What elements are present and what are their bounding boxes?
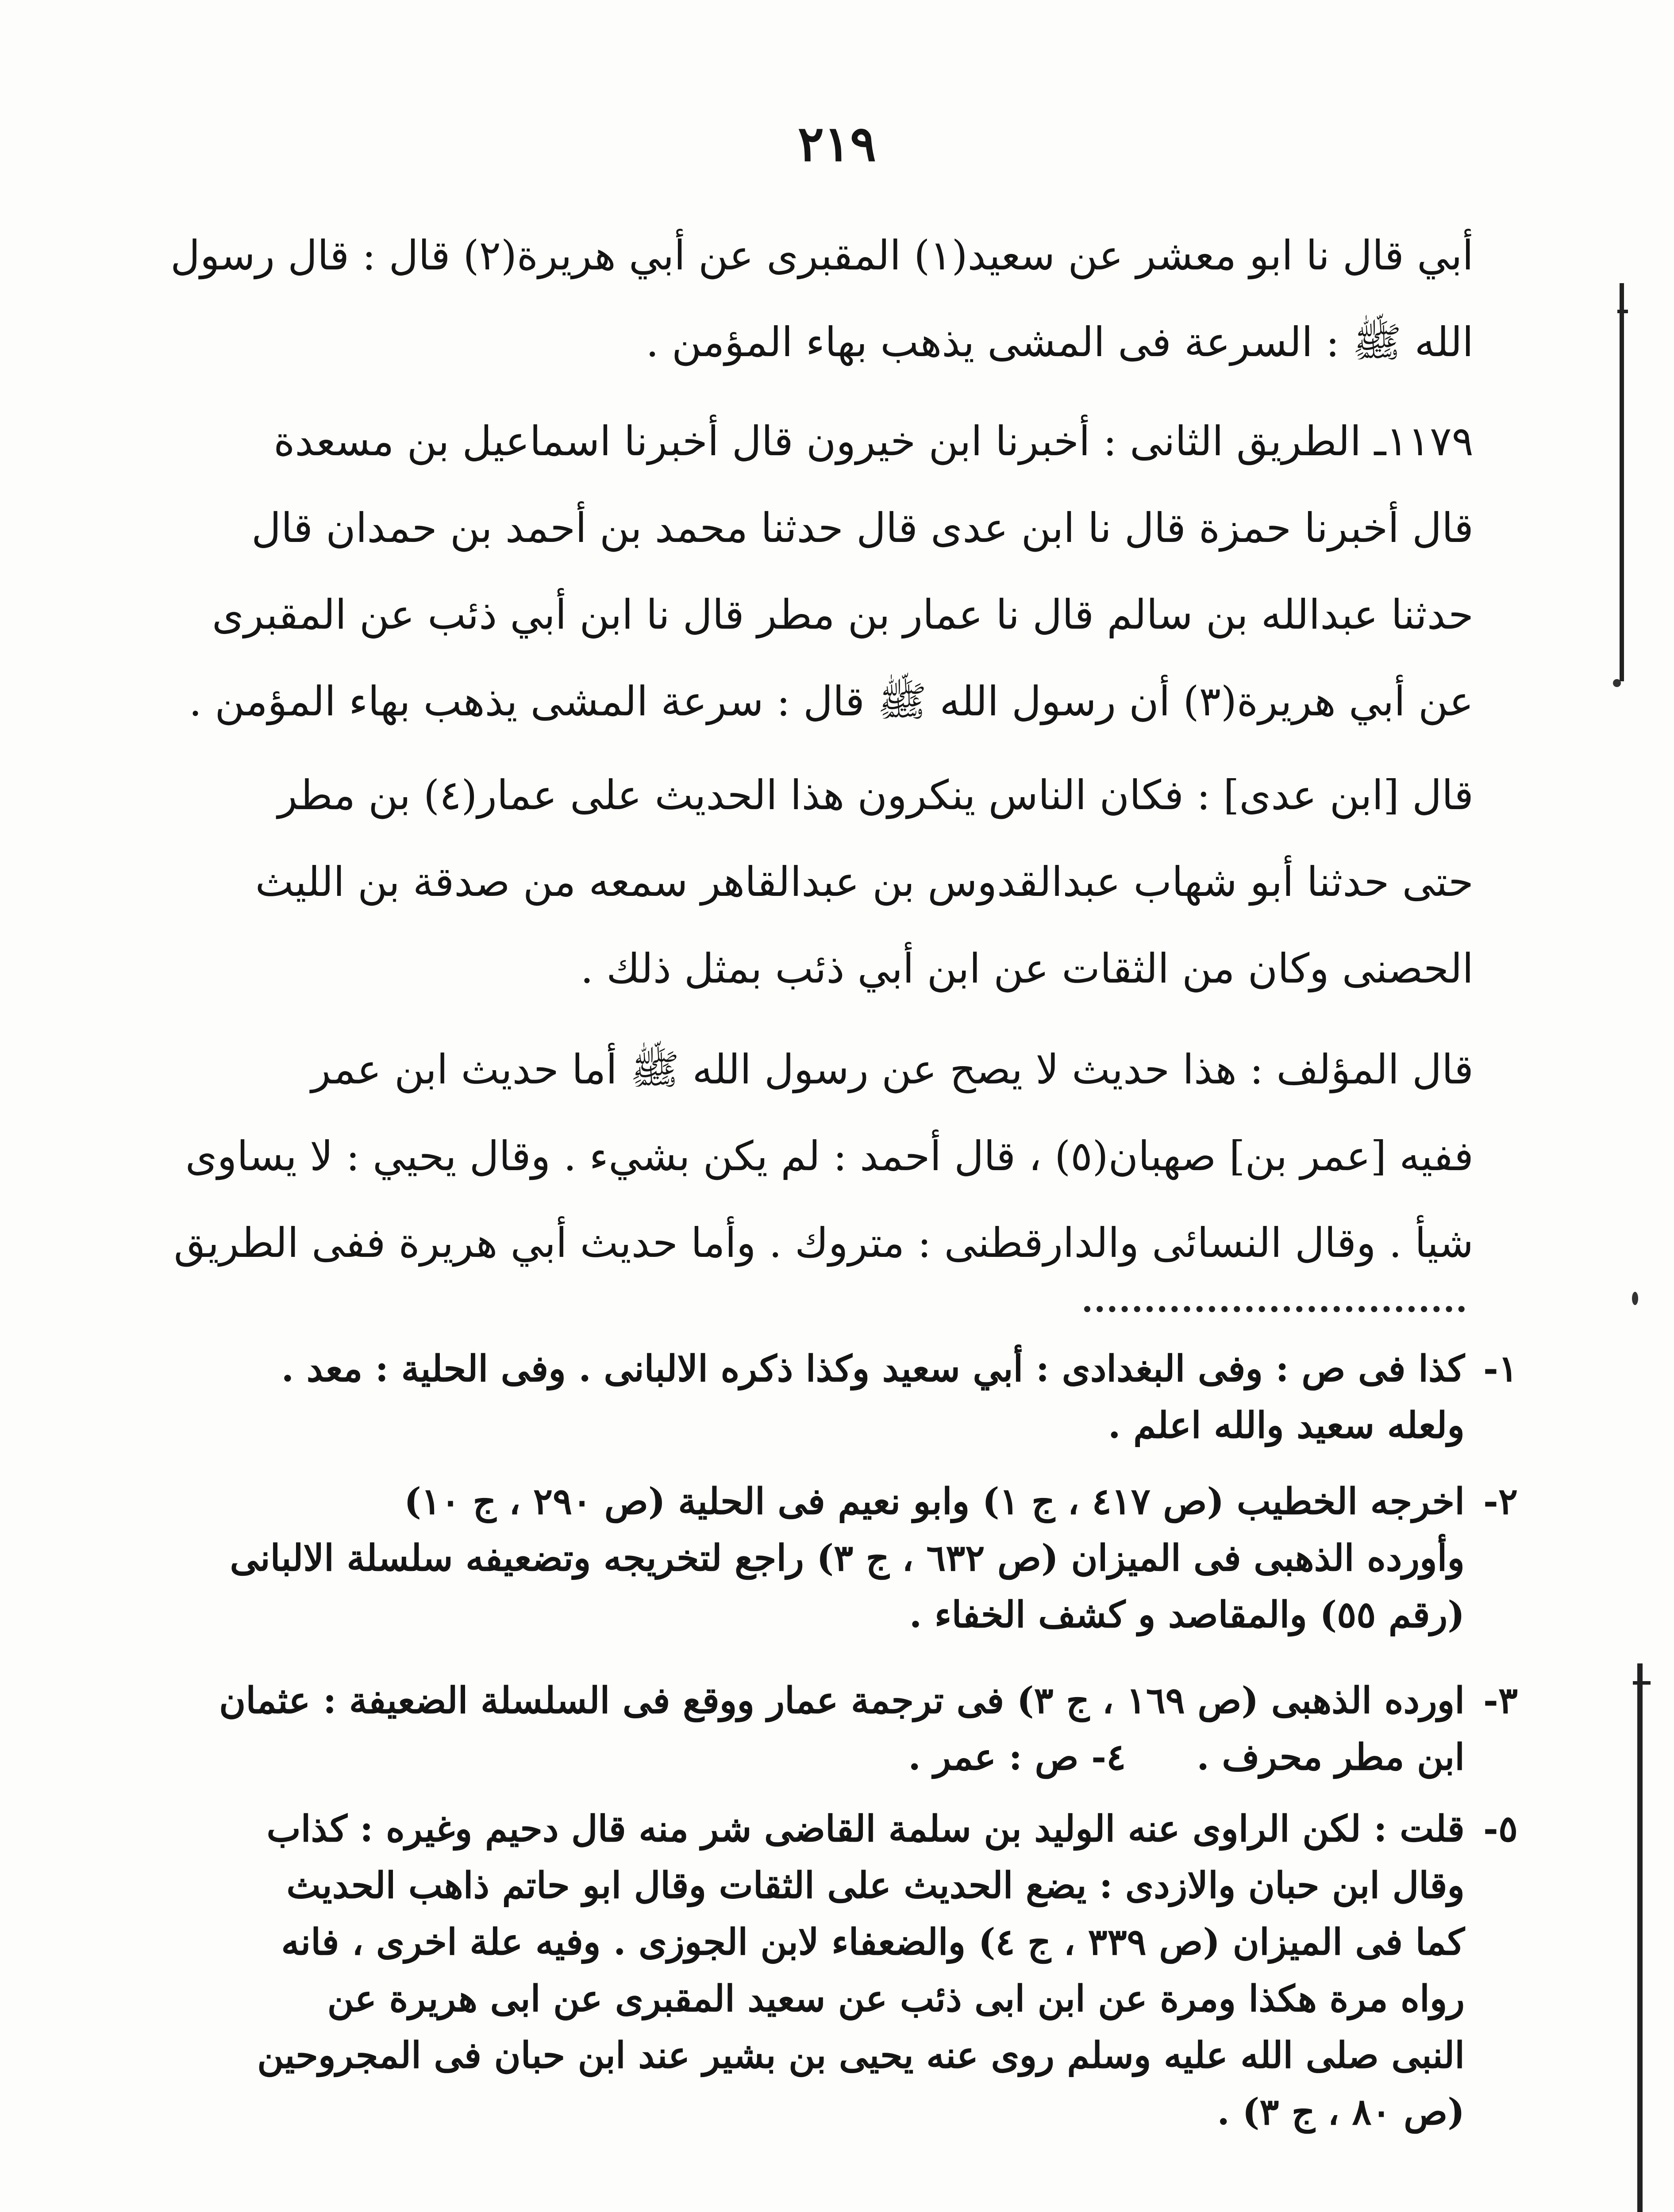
text-line: حدثنا عبدالله بن سالم قال نا عمار بن مطر قال نا ابن أبي ذئب عن المقبرى <box>212 591 1474 638</box>
text-line: قال أخبرنا حمزة قال نا ابن عدى قال حدثنا محمد بن أحمد بن حمدان قال <box>251 504 1474 552</box>
footnote-line: ابن مطر محرف . <box>1197 1736 1465 1778</box>
footnote-1 <box>146 1340 1518 1454</box>
footnote-3 <box>146 1672 1518 1786</box>
text-line: شيأ . وقال النسائى والدارقطنى : متروك . وأما حديث أبي هريرة ففى الطريق <box>173 1219 1474 1267</box>
footnote-number: ١- <box>1483 1348 1518 1390</box>
text-line: قال المؤلف : هذا حديث لا يصح عن رسول الله ﷺ أما حديث ابن عمر <box>311 1046 1474 1093</box>
footnote-line: (ص ٨٠ ، ج ٣) . <box>1217 2091 1465 2133</box>
footnote-2 <box>146 1473 1518 1643</box>
paragraph-3 <box>146 752 1474 1012</box>
footnote-line: اورده الذهبى (ص ١٦٩ ، ج ٣) فى ترجمة عمار ووقع فى السلسلة الضعيفة : عثمان <box>219 1679 1465 1722</box>
footnote-line: كذا فى ص : وفى البغدادى : أبي سعيد وكذا ذكره الالبانى . وفى الحلية : معد . <box>281 1348 1465 1390</box>
footnote-line: قلت : لكن الراوى عنه الوليد بن سلمة القاضى شر منه قال دحيم وغيره : كذاب <box>266 1808 1465 1850</box>
footnote-4-inline: ٤- ص : عمر . <box>908 1736 1126 1778</box>
footnote-number: ٥- <box>1483 1808 1518 1850</box>
page-number: ٢١٩ <box>797 115 877 172</box>
footnote-number: ٢- <box>1483 1480 1518 1523</box>
footnote-line: (رقم ٥٥) والمقاصد و كشف الخفاء . <box>909 1594 1465 1636</box>
footnote-line: وقال ابن حبان والازدى : يضع الحديث على الثقات وقال ابو حاتم ذاهب الحديث <box>286 1864 1465 1907</box>
footnote-line: النبى صلى الله عليه وسلم روى عنه يحيى بن بشير عند ابن حبان فى المجروحين <box>257 2034 1465 2077</box>
footnote-5 <box>146 1801 1518 2140</box>
footnote-line: رواه مرة هكذا ومرة عن ابن ابى ذئب عن سعيد المقبرى عن ابى هريرة عن <box>327 1978 1465 2020</box>
text-line: الله ﷺ : السرعة فى المشى يذهب بهاء المؤمن . <box>646 319 1474 366</box>
scan-margin-tick <box>1633 1681 1651 1685</box>
footnote-line-with-note <box>146 1729 1465 1786</box>
text-line: ١١٧٩ـ الطريق الثانى : أخبرنا ابن خيرون قال أخبرنا اسماعيل بن مسعدة <box>273 418 1474 465</box>
text-line: ففيه [عمر بن] صهبان(٥) ، قال أحمد : لم يكن بشيء . وقال يحيي : لا يساوى <box>185 1133 1474 1180</box>
paragraph-4 <box>146 1026 1474 1286</box>
paragraph-1 <box>146 212 1474 386</box>
scan-speck <box>1613 679 1621 687</box>
scan-margin-line <box>1637 1663 1643 2212</box>
footnote-line: ولعله سعيد والله اعلم . <box>1108 1404 1465 1447</box>
text-line: عن أبي هريرة(٣) أن رسول الله ﷺ قال : سرعة المشى يذهب بهاء المؤمن . <box>189 678 1474 725</box>
text-line: أبي قال نا ابو معشر عن سعيد(١) المقبرى عن أبي هريرة(٢) قال : قال رسول <box>170 232 1474 279</box>
footnote-number: ٣- <box>1483 1679 1518 1722</box>
text-line: حتى حدثنا أبو شهاب عبدالقدوس بن عبدالقاهر سمعه من صدقة بن الليث <box>255 858 1474 906</box>
footnote-line: اخرجه الخطيب (ص ٤١٧ ، ج ١) وابو نعيم فى الحلية (ص ٢٩٠ ، ج ١٠) <box>404 1480 1465 1523</box>
paragraph-2 <box>146 398 1474 745</box>
scan-speck <box>1632 1292 1638 1305</box>
footnote-line: كما فى الميزان (ص ٣٣٩ ، ج ٤) والضعفاء لابن الجوزى . وفيه علة اخرى ، فانه <box>281 1921 1465 1963</box>
scan-margin-line <box>1620 283 1624 681</box>
text-line: الحصنى وكان من الثقات عن ابن أبي ذئب بمثل ذلك . <box>580 945 1474 992</box>
scan-margin-tick <box>1617 310 1628 313</box>
continuation-dots <box>1084 1288 1465 1312</box>
text-line: قال [ابن عدى] : فكان الناس ينكرون هذا الحديث على عمار(٤) بن مطر <box>277 772 1474 819</box>
footnote-line: وأورده الذهبى فى الميزان (ص ٦٣٢ ، ج ٣) راجع لتخريجه وتضعيفه سلسلة الالبانى <box>230 1537 1465 1579</box>
